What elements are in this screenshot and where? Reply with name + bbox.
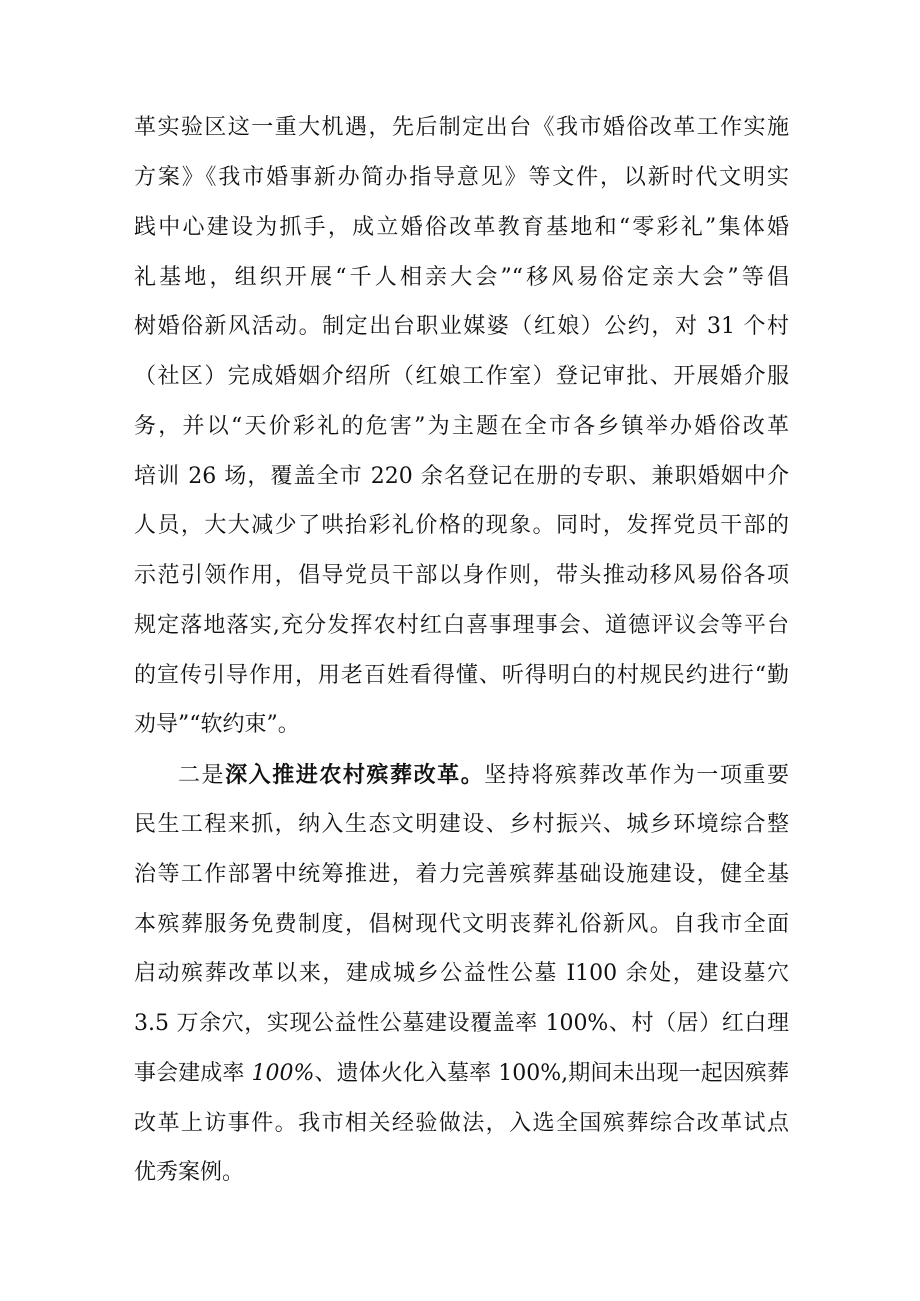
- paragraph-heading-line: [178, 761, 789, 790]
- heading-bold-text: 深入推进农村殡葬改革。: [225, 762, 485, 788]
- text-line: [134, 1060, 789, 1088]
- text-line: （社区）完成婚姻介绍所（红娘工作室）登记审批、开展婚介服: [134, 364, 789, 389]
- text-line: 践中心建设为抓手，成立婚俗改革教育基地和“零彩礼”集体婚: [134, 215, 789, 240]
- text-line: 劝导”“软约束”。: [134, 712, 300, 737]
- text-line: 改革上访事件。我市相关经验做法，入选全国殡葬综合改革试点: [134, 1111, 789, 1136]
- text-line: 人员，大大减少了哄抬彩礼价格的现象。同时，发挥党员干部的: [134, 513, 789, 538]
- text-line: 的宣传引导作用，用老百姓看得懂、听得明白的村规民约进行“勤: [134, 663, 789, 688]
- heading-prefix: 二是: [178, 763, 226, 788]
- text-line: 革实验区这一重大机遇，先后制定出台《我市婚俗改革工作实施: [134, 115, 789, 140]
- text-line: 启动殡葬改革以来，建成城乡公益性公墓 I100 余处，建设墓穴: [134, 961, 789, 986]
- text-line: 3.5 万余穴，实现公益性公墓建设覆盖率 100%、村（居）红白理: [134, 1011, 789, 1036]
- italic-percentage: 100%: [251, 1061, 315, 1086]
- line-text-post: 、遗体火化入墓率 100%,期间未出现一起因殡葬: [314, 1061, 789, 1086]
- line-text-pre: 事会建成率: [134, 1061, 252, 1086]
- text-line: 示范引领作用，倡导党员干部以身作则，带头推动移风易俗各项: [134, 563, 789, 588]
- text-line: 礼基地，组织开展“千人相亲大会”“移风易俗定亲大会”等倡: [134, 265, 789, 290]
- text-line: 民生工程来抓，纳入生态文明建设、乡村振兴、城乡环境综合整: [134, 812, 789, 837]
- text-line: 规定落地落实,充分发挥农村红白喜事理事会、道德评议会等平台: [134, 613, 789, 638]
- text-line: 治等工作部署中统筹推进，着力完善殡葬基础设施建设，健全基: [134, 862, 789, 887]
- text-line: 培训 26 场，覆盖全市 220 余名登记在册的专职、兼职婚姻中介: [134, 464, 789, 489]
- text-line: 树婚俗新风活动。制定出台职业媒婆（红娘）公约，对 31 个村: [134, 314, 789, 339]
- text-line: 务，并以“天价彩礼的危害”为主题在全市各乡镇举办婚俗改革: [134, 414, 789, 439]
- heading-rest-text: 坚持将殡葬改革作为一项重要: [484, 763, 789, 788]
- text-line: 本殡葬服务免费制度，倡树现代文明丧葬礼俗新风。自我市全面: [134, 912, 789, 937]
- text-line: 优秀案例。: [134, 1160, 245, 1185]
- text-line: 方案》《我市婚事新办简办指导意见》等文件，以新时代文明实: [134, 165, 789, 190]
